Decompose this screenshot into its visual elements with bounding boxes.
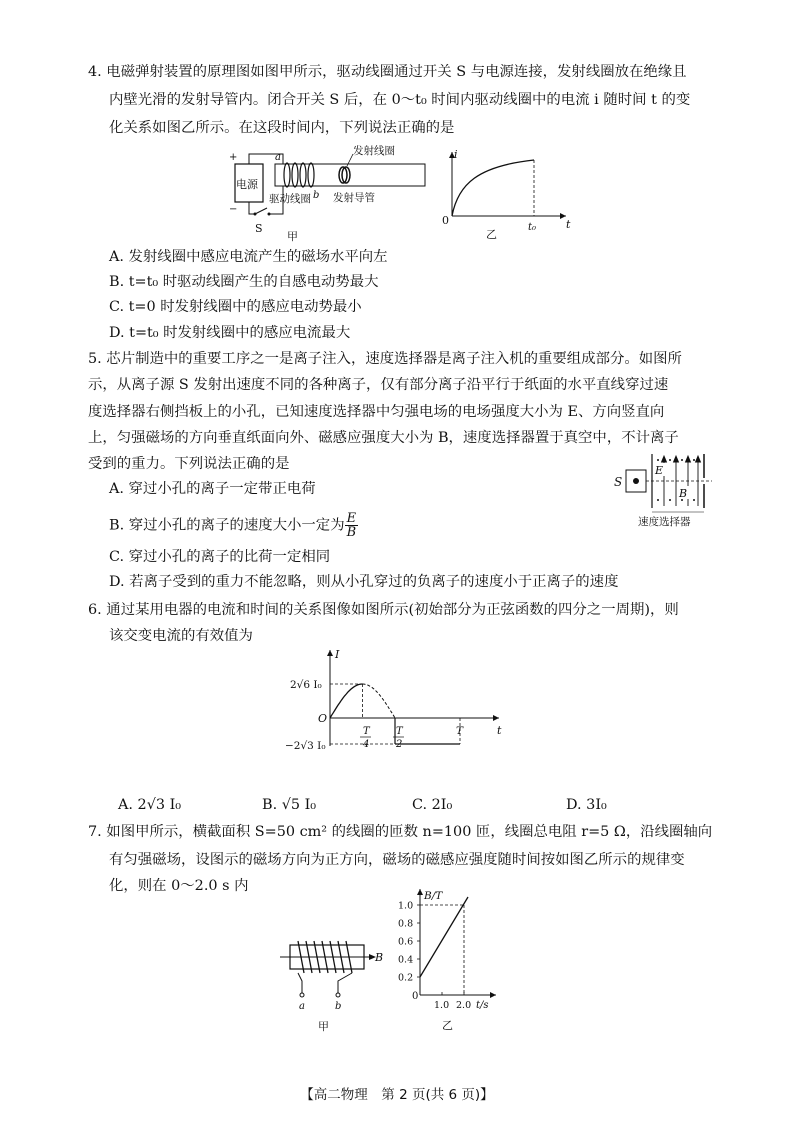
q5-option-b[interactable]: [109, 512, 358, 539]
sine-rise-segment: [330, 684, 363, 718]
q4-figure-yi: [438, 148, 578, 241]
q5-line-5: 受到的重力。下列说法正确的是: [88, 456, 290, 472]
t-period-label: T: [456, 725, 464, 737]
drive-coil-label: 驱动线圈: [269, 193, 311, 205]
y-tick-label: 1.0: [398, 900, 414, 912]
q5-option-c[interactable]: C. 穿过小孔的离子的比荷一定相同: [109, 549, 331, 565]
terminal-b-label: b: [335, 1001, 342, 1012]
current-curve: [452, 160, 534, 216]
q5-line-4: 上，匀强磁场的方向垂直纸面向外、磁感应强度大小为 B，速度选择器置于真空中，不计离子: [88, 430, 679, 446]
origin-label: 0: [412, 991, 419, 1002]
y-tick-label: 0.2: [398, 972, 414, 984]
x-tick-label: 1.0: [434, 1000, 450, 1011]
q6-option-d[interactable]: D. 3I₀: [566, 797, 607, 813]
fig-yi-label: 乙: [442, 1019, 453, 1032]
page-footer: 【高二物理 第 2 页(共 6 页)】: [300, 1087, 494, 1103]
b-axis-label: B/T: [424, 890, 443, 902]
q6-option-c[interactable]: C. 2I₀: [412, 797, 453, 813]
q6-option-b[interactable]: B. √5 I₀: [262, 797, 317, 813]
t-axis-label: t/s: [476, 1000, 489, 1011]
q5-option-a[interactable]: A. 穿过小孔的离子一定带正电荷: [109, 481, 316, 497]
launch-coil-label: 发射线圈: [353, 145, 395, 157]
q5-line-1: 5. 芯片制造中的重要工序之一是离子注入，速度选择器是离子注入机的重要组成部分。如图所: [88, 351, 682, 367]
q5-option-b-text: B. 穿过小孔的离子的速度大小一定为: [109, 517, 345, 534]
q5-option-d[interactable]: D. 若离子受到的重力不能忽略，则从小孔穿过的负离子的速度小于正离子的速度: [109, 574, 619, 590]
b-label: B: [679, 487, 688, 500]
y-tick-label: 0.8: [398, 918, 414, 930]
power-label: 电源: [236, 178, 258, 191]
origin-label: O: [318, 712, 328, 725]
t-half-den: 2: [396, 739, 403, 750]
tube-label: 发射导管: [333, 192, 375, 204]
t-axis-label: t: [566, 218, 571, 231]
terminal-a-label: a: [299, 1001, 305, 1012]
q4-line-2: 内壁光滑的发射导管内。闭合开关 S 后，在 0～t₀ 时间内驱动线圈中的电流 i 随时间 t 的变: [109, 92, 691, 108]
ion-source-dot: [633, 478, 639, 484]
i-axis-label: I: [335, 648, 340, 661]
b-t-line: [420, 897, 468, 977]
fig-yi-label: 乙: [486, 228, 497, 241]
q5-velocity-selector-figure: [612, 450, 717, 528]
t-half-num: T: [396, 726, 403, 737]
t-quarter-den: 4: [363, 739, 370, 750]
b-label: b: [313, 190, 320, 201]
a-label: a: [275, 152, 281, 163]
q7-line-1: 7. 如图甲所示，横截面积 S=50 cm² 的线圈的匝数 n=100 匝，线圈总电阻 r=5 Ω，沿线圈轴向: [88, 824, 713, 840]
switch-label: S: [255, 222, 263, 235]
velocity-selector-caption: 速度选择器: [638, 516, 691, 528]
e-over-b-fraction: $\frac{E}{B}$: [346, 511, 357, 540]
fig-jia-label: 甲: [287, 230, 298, 243]
lead-b: [338, 973, 352, 993]
q4-line-1: 4. 电磁弹射装置的原理图如图甲所示，驱动线圈通过开关 S 与电源连接，发射线圈放在绝缘且: [88, 64, 687, 80]
q7-line-3: 化，则在 0～2.0 s 内: [109, 878, 249, 894]
minus-label: −: [229, 204, 238, 215]
q5-line-2: 示，从离子源 S 发射出速度不同的各种离子，仅有部分离子沿平行于纸面的水平直线穿过速: [88, 377, 669, 393]
i-axis-label: i: [454, 148, 458, 161]
origin-label: 0: [442, 214, 449, 227]
x-tick-label: 2.0: [456, 1000, 472, 1011]
negative-level-label: −2√3 I₀: [285, 740, 326, 752]
y-tick-label: 0.6: [398, 936, 414, 948]
q4-option-d[interactable]: D. t=t₀ 时发射线圈中的感应电流最大: [109, 325, 351, 341]
t0-label: t₀: [528, 222, 537, 233]
q6-option-a[interactable]: A. 2√3 I₀: [118, 797, 182, 813]
peak-label: 2√6 I₀: [290, 679, 322, 691]
q5-line-3: 度选择器右侧挡板上的小孔，已知速度选择器中匀强电场的电场强度大小为 E、方向竖直向: [88, 404, 665, 420]
y-tick-label: 0.4: [398, 954, 414, 966]
q7-bt-graph: [392, 885, 512, 1033]
q4-option-b[interactable]: B. t=t₀ 时驱动线圈产生的自感电动势最大: [109, 274, 379, 290]
drive-coil: [284, 163, 314, 187]
lead-a: [298, 973, 302, 993]
q4-option-a[interactable]: A. 发射线圈中感应电流产生的磁场水平向左: [109, 249, 388, 265]
q4-line-3: 化关系如图乙所示。在这段时间内，下列说法正确的是: [109, 120, 455, 136]
q6-line-1: 6. 通过某用电器的电流和时间的关系图像如图所示(初始部分为正弦函数的四分之一周期)，则: [88, 602, 679, 618]
plus-label: +: [229, 152, 238, 163]
wire-bottom-left: [249, 202, 255, 214]
switch: [255, 208, 267, 214]
q6-line-2: 该交变电流的有效值为: [109, 628, 253, 644]
sine-fall-dashed-segment: [363, 684, 396, 718]
q6-current-graph: [285, 646, 515, 758]
e-label: E: [655, 464, 664, 477]
t-axis-label: t: [497, 724, 502, 737]
fig-jia-label: 甲: [318, 1020, 329, 1033]
t-quarter-num: T: [363, 726, 370, 737]
ion-source-label: S: [614, 475, 623, 489]
b-field-label: B: [375, 951, 384, 964]
q4-figure-jia: [225, 142, 435, 242]
q7-coil-figure: [280, 935, 390, 1035]
q4-option-c[interactable]: C. t=0 时发射线圈中的感应电动势最小: [109, 299, 362, 315]
q7-line-2: 有匀强磁场，设图示的磁场方向为正方向，磁场的磁感应强度随时间按如图乙所示的规律变: [109, 852, 685, 868]
